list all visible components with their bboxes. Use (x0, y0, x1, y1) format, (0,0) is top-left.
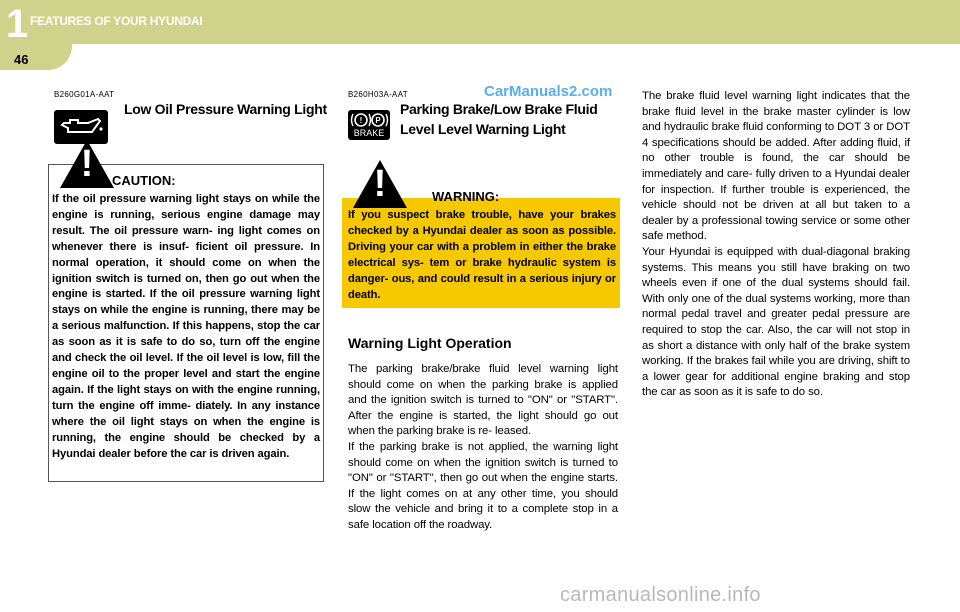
watermark-text: CarManuals2.com (484, 83, 613, 100)
brake-fluid-text (642, 89, 910, 401)
paragraph: The brake fluid level warning light indicates that the brake fluid level in the brake master cylinder is low and hydraulic brake fluid conforming to DOT 3 or DOT 4 specifications should be added. After adding fluid, if no other trouble is found, the car should be immediately and care- fully driven to a Hyundai dealer for inspection. If further trouble is experienced, the vehicle should not be driven at all but taken to a dealer by a professional towing service or some other safe method. (642, 90, 910, 243)
footer-watermark: carmanualsonline.info (560, 584, 761, 606)
oil-can-icon (54, 110, 108, 144)
brake-warning-icon (348, 110, 390, 140)
section-title-oil: Low Oil Pressure Warning Light (124, 101, 327, 117)
svg-text:!: ! (359, 116, 363, 125)
caution-text: If the oil pressure warning light stays on while the engine is running, serious engine damage may result. The oil pressure warn- ing light comes on whenever there is insuf- ficient oil pressure. In normal operation, it should come on when the ignition switch is turned on, then go out when the engine is started. If the oil pressure warning light stays on while the engine is running, there may be a serious malfunction. If this happens, stop the car as soon as it is safe to do so, turn off the engine and check the oil level. If the oil level is low, fill the engine oil to the proper level and start the engine again. If the light stays on with the engine running, turn the engine off imme- diately. In any instance where the oil light stays on when the engine is running, the engine should be checked by a Hyundai dealer before the car is driven again. (52, 193, 320, 460)
page-number: 46 (14, 52, 29, 67)
section-title-brake-line1: Parking Brake/Low Brake Fluid (400, 101, 598, 117)
exclamation-icon: ! (373, 163, 387, 205)
exclamation-icon: ! (80, 143, 94, 185)
section-code-oil: B260G01A-AAT (54, 90, 115, 99)
brake-icon-label: BRAKE (353, 128, 385, 138)
section-title-brake-line2: Level Level Warning Light (400, 121, 566, 137)
warning-light-operation-heading: Warning Light Operation (348, 335, 512, 351)
paragraph: If the parking brake is not applied, the warning light should come on when the ignition switch is turned to "ON" or "START", then go out when the engine starts. If the light comes on at any other time, you should slow the vehicle and bring it to a complete stop in a safe location off the roadway. (348, 440, 618, 531)
svg-text:P: P (375, 116, 381, 125)
chapter-number: 1 (6, 2, 29, 46)
section-code-brake: B260H03A-AAT (348, 90, 408, 99)
page-header (0, 0, 960, 70)
chapter-title: FEATURES OF YOUR HYUNDAI (30, 14, 203, 28)
warning-heading: WARNING: (432, 189, 500, 204)
brake-operation-text (348, 362, 618, 534)
paragraph: Your Hyundai is equipped with dual-diagonal braking systems. This means you still have braking on two wheels even if one of the dual systems should fail. With only one of the dual systems working, more than normal pedal travel and greater pedal pressure are required to stop the car. Also, the car will not stop in as short a distance with only half of the brake system working. If the brakes fail while you are driving, shift to a lower gear for additional engine braking and stop the car as soon as it is safe to do so. (642, 245, 910, 399)
caution-heading: CAUTION: (112, 173, 176, 188)
paragraph: The parking brake/brake fluid level warning light should come on when the parking brake is applied and the ignition switch is turned to "ON" or "START". After the engine is started, the light should go out when the parking brake is re- leased. (348, 363, 618, 438)
warning-text: If you suspect brake trouble, have your brakes checked by a Hyundai dealer as soon as possible. Driving your car with a problem in either the brake electrical sys- tem or brake hydraulic system is danger- ous, and could result in a serious injury or death. (348, 209, 616, 301)
